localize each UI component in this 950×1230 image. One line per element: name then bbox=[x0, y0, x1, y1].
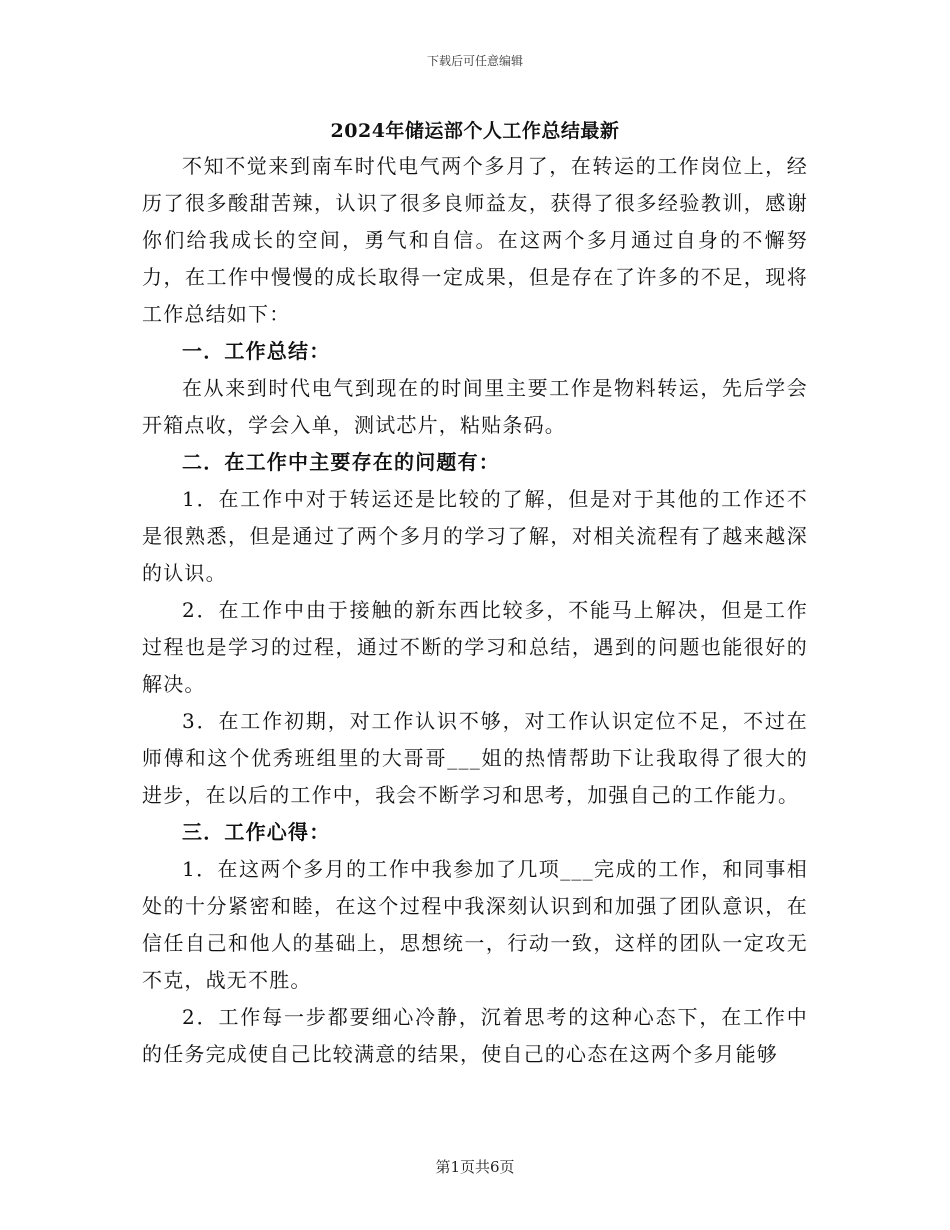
header-note: 下载后可任意编辑 bbox=[426, 54, 523, 68]
section-2-heading: 二．在工作中主要存在的问题有： bbox=[182, 450, 500, 474]
section-2-item-3: 3．在工作初期，对工作认识不够，对工作认识定位不足，不过在师傅和这个优秀班组里的大哥哥___姐的热情帮助下让我取得了很大的进步，在以后的工作中，我会不断学习和思考，加强自己的工作能力。 bbox=[142, 709, 808, 807]
section-2-item-1: 1．在工作中对于转运还是比较的了解，但是对于其他的工作还不是很熟悉，但是通过了两个多月的学习了解，对相关流程有了越来越深的认识。 bbox=[142, 487, 808, 585]
section-3-heading: 三．工作心得： bbox=[182, 820, 331, 844]
section-2-item-2: 2．在工作中由于接触的新东西比较多，不能马上解决，但是工作过程也是学习的过程，通过不断的学习和总结，遇到的问题也能很好的解决。 bbox=[142, 598, 808, 696]
section-1-heading: 一．工作总结： bbox=[182, 339, 331, 363]
document-body bbox=[142, 148, 808, 1073]
document-title: 2024年储运部个人工作总结最新 bbox=[330, 120, 620, 142]
page-footer: 第1页共6页 bbox=[435, 1158, 515, 1176]
section-3-item-2: 2．工作每一步都要细心冷静，沉着思考的这种心态下，在工作中的任务完成使自己比较满意的结果，使自己的心态在这两个多月能够 bbox=[142, 1005, 808, 1066]
section-3-item-1: 1．在这两个多月的工作中我参加了几项___完成的工作，和同事相处的十分紧密和睦，在这个过程中我深刻认识到和加强了团队意识，在信任自己和他人的基础上，思想统一，行动一致，这样的团队一定攻无不克，战无不胜。 bbox=[142, 857, 808, 992]
intro-paragraph: 不知不觉来到南车时代电气两个多月了，在转运的工作岗位上，经历了很多酸甜苦辣，认识了很多良师益友，获得了很多经验教训，感谢你们给我成长的空间，勇气和自信。在这两个多月通过自身的不懈努力，在工作中慢慢的成长取得一定成果，但是存在了许多的不足，现将工作总结如下： bbox=[142, 154, 808, 326]
section-1-paragraph: 在从来到时代电气到现在的时间里主要工作是物料转运，先后学会开箱点收，学会入单，测试芯片，粘贴条码。 bbox=[142, 376, 808, 437]
